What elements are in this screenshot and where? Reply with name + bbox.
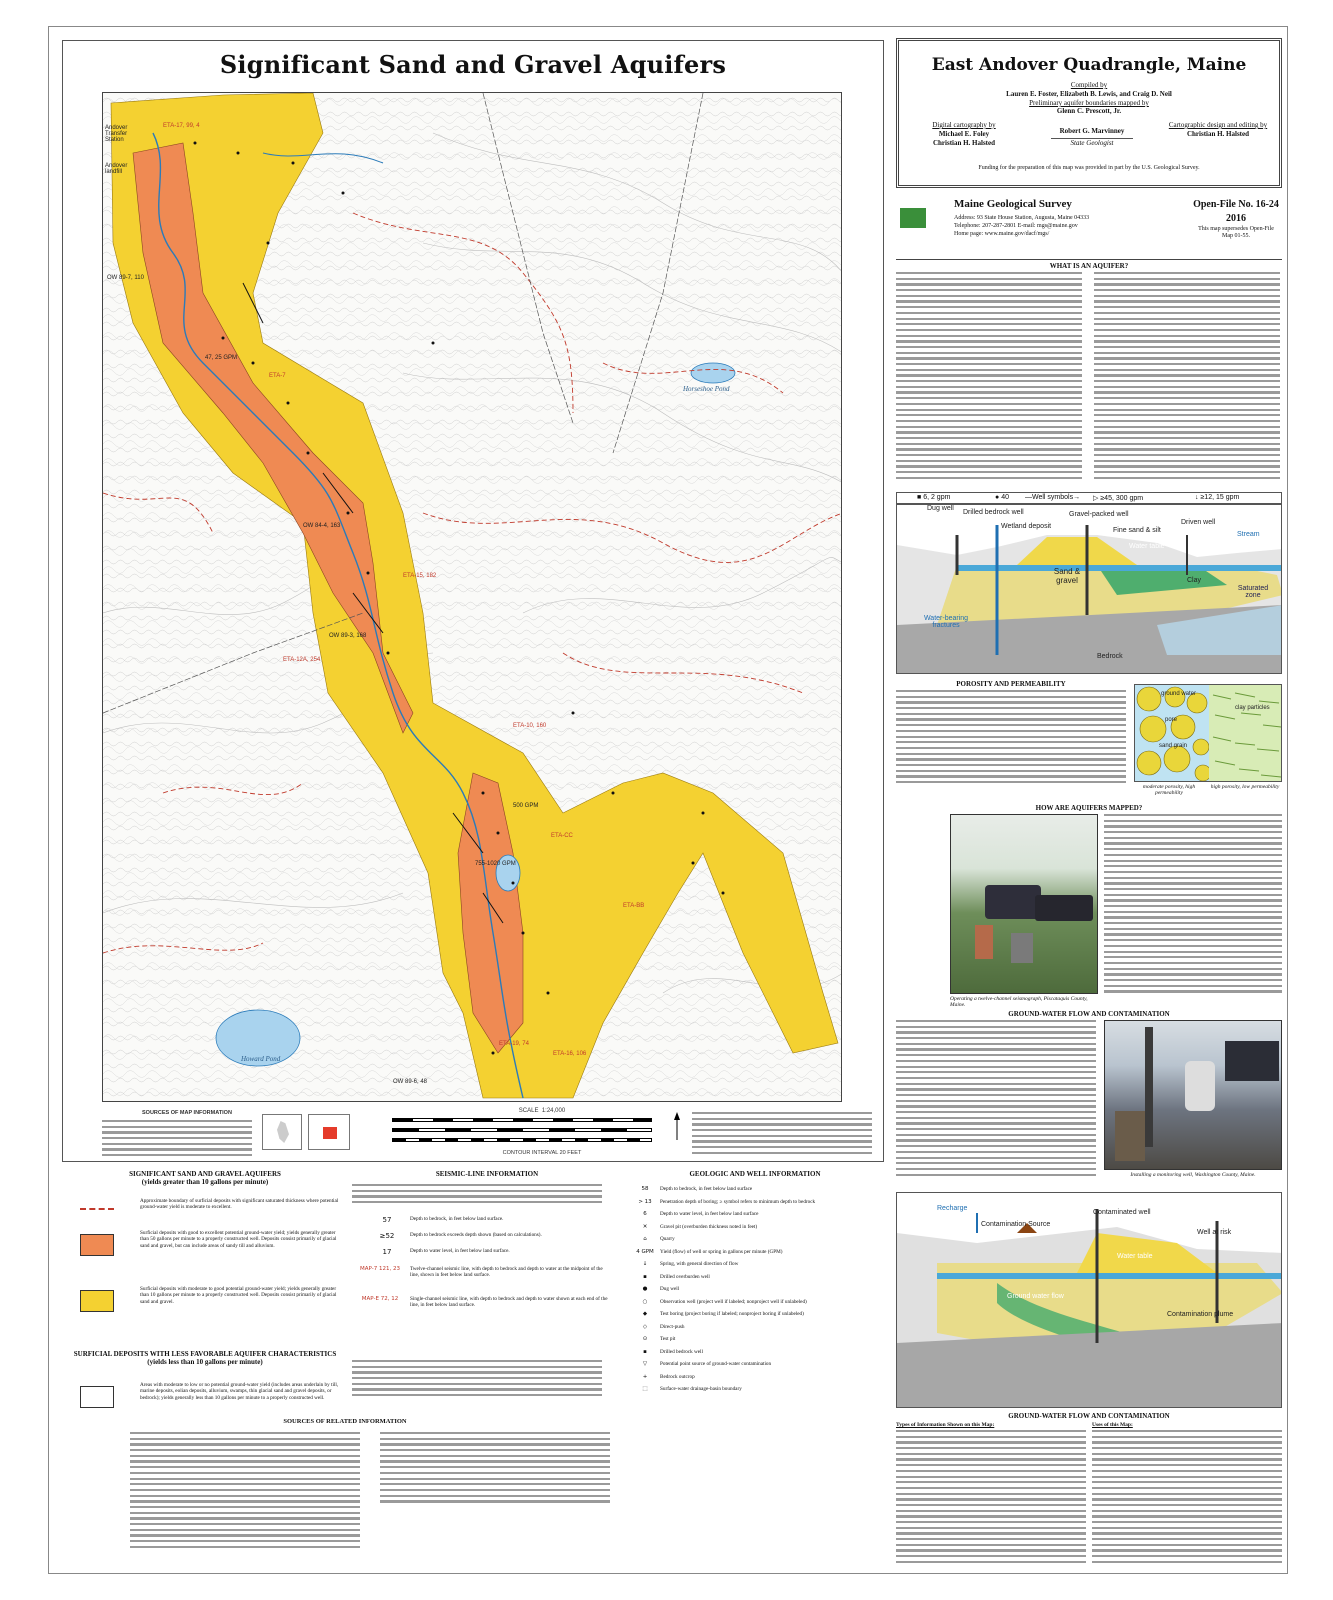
quad-title: East Andover Quadrangle, Maine — [931, 55, 1247, 75]
geologic-symbol: 58 — [641, 1186, 649, 1192]
mgs-block: Maine Geological Survey Address: 93 State House Station, Augusta, Maine 04333 Telephone: 207-287-2801 E-mail: mgs@maine.gov Home page: www.maine.gov/dacf/mgs/ Open-File No. 16-24 2016 This map supersedes Open-File Map 01-55. — [896, 192, 1282, 260]
geologic-symbol: ⌂ — [643, 1236, 647, 1242]
contamination-cross-section: Recharge Contamination Source Contaminated well Well at risk Water table Ground water flow Contamination plume — [896, 1192, 1282, 1408]
well-symbols-row: ■ 6, 2 gpm ● 40 —Well symbols→ ▷ ≥45, 300 gpm ↓ ≥12, 15 gpm — [896, 492, 1282, 504]
geologic-symbol: ◆ — [642, 1311, 648, 1317]
geologic-symbol-label: Direct-push — [660, 1323, 685, 1330]
map-label-horseshoe: Horseshoe Pond — [683, 385, 730, 393]
scale-label: SCALE 1:24,000 — [518, 1108, 566, 1114]
open-file-number: Open-File No. 16-24 2016 This map supersedes Open-File Map 01-55. — [1193, 199, 1279, 239]
geologic-symbol-label: Quarry — [660, 1236, 675, 1242]
geologic-symbol-label: Test boring (project boring if labeled; nonproject boring if unlabeled) — [660, 1311, 804, 1317]
contour-interval: CONTOUR INTERVAL 20 FEET — [502, 1150, 582, 1156]
geologic-symbol: ▪ — [643, 1348, 647, 1355]
legend-orange-swatch — [80, 1234, 114, 1256]
geologic-symbol: ⊙ — [642, 1336, 648, 1342]
authors: Lauren E. Foster, Elizabeth B. Lewis, and Craig D. Neil — [1006, 90, 1172, 98]
geologic-symbol-label: Drilled bedrock well — [660, 1348, 703, 1355]
geologic-symbol-label: Yield (flow) of well or spring in gallons per minute (GPM) — [660, 1248, 783, 1255]
geologic-symbol: ◇ — [642, 1323, 648, 1330]
map-annotation: 47, 25 GPM — [205, 355, 238, 361]
legend-sig-heading: SIGNIFICANT SAND AND GRAVEL AQUIFERS (yields greater than 10 gallons per minute) — [129, 1170, 281, 1186]
geologic-symbol: 4 GPM — [636, 1248, 654, 1255]
geologic-symbol-label: Depth to bedrock, in feet below land surface — [660, 1186, 753, 1192]
what-is-text-left — [896, 272, 1082, 480]
map-annotation: 755-1020 GPM — [475, 861, 516, 867]
geologic-symbol-label: Depth to water level, in feet below land surface — [660, 1211, 759, 1217]
geologic-symbol-label: Drilled overburden well — [660, 1273, 710, 1280]
geologic-symbol-label: Test pit — [660, 1336, 676, 1342]
maine-locator — [262, 1114, 302, 1150]
geologic-symbol: > 13 — [638, 1198, 652, 1205]
map-annotation: 500 GPM — [513, 803, 539, 809]
geologic-symbol-label: Penetration depth of boring; ≥ symbol refers to minimum depth to bedrock — [660, 1198, 816, 1205]
map-annotation: ETA-16, 106 — [553, 1051, 587, 1057]
geologic-symbol: ▽ — [642, 1361, 648, 1367]
map-label-landfill: Andover landfill — [105, 163, 128, 175]
geologic-symbol-label: Spring, with general direction of flow — [660, 1261, 739, 1267]
heading-gw-flow: GROUND-WATER FLOW AND CONTAMINATION — [1008, 1010, 1170, 1018]
map-annotation: OW 84-4, 163 — [303, 523, 341, 529]
geologic-symbol: ⬚ — [642, 1386, 648, 1392]
map-annotation: ETA-19, 74 — [499, 1041, 529, 1047]
heading-porosity: POROSITY AND PERMEABILITY — [956, 680, 1066, 688]
geologic-symbol: ○ — [642, 1298, 648, 1305]
legend-less-heading: SURFICIAL DEPOSITS WITH LESS FAVORABLE AQUIFER CHARACTERISTICS (yields less than 10 gallons per minute) — [73, 1350, 337, 1366]
geologic-symbol: + — [642, 1373, 648, 1380]
geologic-symbol: ● — [642, 1286, 648, 1292]
porosity-diagram: ground water pore sand grain clay particles — [1134, 684, 1282, 782]
sources-heading: SOURCES OF MAP INFORMATION — [142, 1110, 232, 1116]
geologic-symbol-label: Bedrock outcrop — [660, 1373, 695, 1380]
map-annotation: ETA-CC — [551, 833, 573, 839]
heading-gw-flow-2: GROUND-WATER FLOW AND CONTAMINATION — [1008, 1412, 1170, 1420]
sources-text — [102, 1120, 252, 1158]
map-annotation: ETA-10, 160 — [513, 723, 547, 729]
map-annotation: ETA-12A, 254 — [283, 657, 321, 663]
aquifer-cross-section: Dug well Drilled bedrock well Wetland deposit Gravel-packed well Fine sand & silt Driven well Stream Water table Sand & gravel Clay Saturated zone Water-bearing fractures Bedrock — [896, 504, 1282, 674]
map-label-howard: Howard Pond — [241, 1055, 281, 1063]
map-title: Significant Sand and Gravel Aquifers — [219, 50, 727, 79]
geologic-symbol: ↓ — [642, 1261, 648, 1267]
mgs-logo — [900, 208, 926, 228]
map-annotation: OW 89-6, 48 — [393, 1079, 428, 1085]
map-annotation: ETA-17, 99, 4 — [163, 123, 200, 129]
mgs-name: Maine Geological Survey — [954, 198, 1072, 210]
legend-yellow-swatch — [80, 1290, 114, 1312]
geologic-symbol-label: Potential point source of ground-water contamination — [660, 1361, 772, 1367]
map-margin-info — [62, 1106, 884, 1166]
geologic-symbol: ▪ — [643, 1273, 647, 1280]
aquifer-map — [103, 93, 842, 1102]
map-annotation: OW 89-3, 168 — [329, 633, 367, 639]
map-annotation: ETA-7 — [269, 373, 286, 379]
legend-white-swatch — [80, 1386, 114, 1408]
geologic-symbol-label: Dug well — [660, 1286, 680, 1292]
map-annotation: ETA-BB — [623, 903, 645, 909]
photo-seismograph — [950, 814, 1098, 994]
geologic-heading: GEOLOGIC AND WELL INFORMATION — [689, 1170, 821, 1178]
legend-dashed-line — [80, 1208, 114, 1210]
map-area[interactable] — [102, 92, 842, 1102]
geologic-symbol-label: Observation well (project well if labeled; nonproject well if unlabeled) — [660, 1298, 807, 1305]
sources-related-heading: SOURCES OF RELATED INFORMATION — [283, 1418, 407, 1425]
geologic-symbol: ✕ — [642, 1223, 648, 1230]
heading-what-is: WHAT IS AN AQUIFER? — [1049, 262, 1129, 270]
geologic-symbol: 6 — [643, 1211, 647, 1217]
geologic-symbol-label: Gravel pit (overburden thickness noted in feet) — [660, 1223, 758, 1230]
map-label-transfer: Andover Transfer Station — [105, 125, 128, 143]
map-annotation: OW 89-7, 110 — [107, 275, 144, 281]
heading-how-mapped: HOW ARE AQUIFERS MAPPED? — [1035, 804, 1143, 812]
horseshoe-pond — [691, 363, 735, 383]
north-arrow — [672, 1112, 682, 1142]
what-is-text-right — [1094, 272, 1280, 480]
photo-monitoring-well — [1104, 1020, 1282, 1170]
geologic-symbol-label: Surface-water drainage-basin boundary — [660, 1386, 742, 1392]
scale-bar — [392, 1118, 652, 1122]
map-annotation: ETA-15, 182 — [403, 573, 437, 579]
title-block: East Andover Quadrangle, Maine Compiled by Lauren E. Foster, Elizabeth B. Lewis, and Craig D. Neil Preliminary aquifer boundaries mapped by Glenn C. Prescott, Jr. Digital cartography by Michael E. Foley Christian H. Halsted Robert G. Marvinney State Geologist Cartographic design and editing by Christian H. Halsted Funding for the preparation of this map was provided in part by the U.S. Geological Survey. — [896, 38, 1282, 188]
seismic-heading: SEISMIC-LINE INFORMATION — [435, 1170, 539, 1178]
quad-index — [308, 1114, 350, 1150]
